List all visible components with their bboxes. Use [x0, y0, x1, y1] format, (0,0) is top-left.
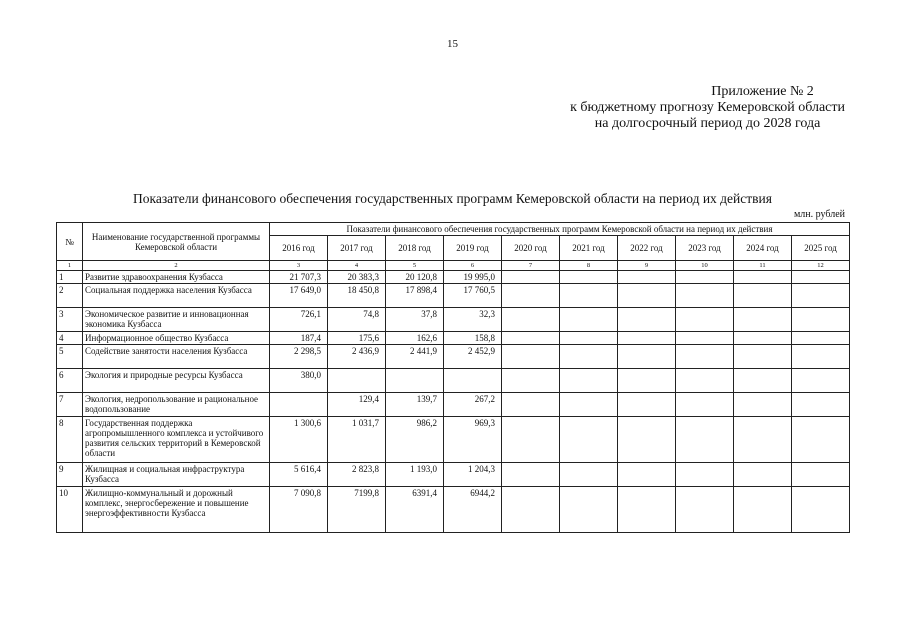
value-2017: 129,4: [328, 393, 386, 417]
column-header-year: 2016 год: [270, 236, 328, 261]
table-row: [57, 417, 850, 463]
column-index: 11: [734, 261, 792, 271]
value-2017: 2 823,8: [328, 463, 386, 487]
value-2025: [792, 284, 850, 308]
page-number: 15: [447, 38, 458, 50]
value-2018: 2 441,9: [386, 345, 444, 369]
value-2020: [502, 417, 560, 463]
value-2019: 32,3: [444, 308, 502, 332]
value-2025: [792, 487, 850, 533]
value-2019: [444, 369, 502, 393]
column-index: 10: [676, 261, 734, 271]
row-number: 4: [57, 332, 83, 345]
value-2016: 187,4: [270, 332, 328, 345]
appendix-title: Приложение № 2: [711, 84, 814, 99]
value-2025: [792, 369, 850, 393]
value-2019: 17 760,5: [444, 284, 502, 308]
value-2019: 19 995,0: [444, 271, 502, 284]
value-2024: [734, 332, 792, 345]
value-2017: 7199,8: [328, 487, 386, 533]
value-2018: 20 120,8: [386, 271, 444, 284]
appendix-line-3: на долгосрочный период до 2028 года: [594, 116, 821, 131]
value-2017: 1 031,7: [328, 417, 386, 463]
financing-table: [56, 222, 850, 533]
value-2022: [618, 284, 676, 308]
value-2024: [734, 284, 792, 308]
value-2017: [328, 369, 386, 393]
column-header-year: 2025 год: [792, 236, 850, 261]
value-2023: [676, 417, 734, 463]
document-title: Показатели финансового обеспечения государственных программ Кемеровской области на период их действия: [133, 191, 772, 206]
value-2021: [560, 463, 618, 487]
column-header-year: 2023 год: [676, 236, 734, 261]
column-index: 2: [83, 261, 270, 271]
table-row: [57, 369, 850, 393]
program-name: Информационное общество Кузбасса: [83, 332, 270, 345]
value-2022: [618, 345, 676, 369]
column-header-year: 2019 год: [444, 236, 502, 261]
value-2021: [560, 284, 618, 308]
value-2023: [676, 487, 734, 533]
value-2021: [560, 345, 618, 369]
column-index: 7: [502, 261, 560, 271]
row-number: 8: [57, 417, 83, 463]
value-2022: [618, 417, 676, 463]
appendix-line-2: к бюджетному прогнозу Кемеровской области: [570, 100, 845, 115]
value-2020: [502, 345, 560, 369]
value-2025: [792, 345, 850, 369]
value-2020: [502, 332, 560, 345]
row-number: 6: [57, 369, 83, 393]
value-2021: [560, 417, 618, 463]
table-row: [57, 308, 850, 332]
row-number: 1: [57, 271, 83, 284]
value-2022: [618, 487, 676, 533]
value-2024: [734, 369, 792, 393]
value-2025: [792, 308, 850, 332]
value-2017: 20 383,3: [328, 271, 386, 284]
value-2020: [502, 271, 560, 284]
program-name: Экология и природные ресурсы Кузбасса: [83, 369, 270, 393]
value-2024: [734, 271, 792, 284]
value-2025: [792, 417, 850, 463]
value-2018: 986,2: [386, 417, 444, 463]
value-2018: [386, 369, 444, 393]
value-2022: [618, 308, 676, 332]
program-name: Государственная поддержка агропромышленного комплекса и устойчивого развития сельских территорий в Кемеровской области: [83, 417, 270, 463]
program-name: Социальная поддержка населения Кузбасса: [83, 284, 270, 308]
value-2020: [502, 463, 560, 487]
value-2016: 726,1: [270, 308, 328, 332]
table-row: [57, 332, 850, 345]
value-2016: 21 707,3: [270, 271, 328, 284]
units-label: млн. рублей: [793, 209, 845, 220]
value-2023: [676, 463, 734, 487]
value-2020: [502, 369, 560, 393]
value-2024: [734, 345, 792, 369]
table-row: [57, 345, 850, 369]
column-index: 1: [57, 261, 83, 271]
value-2019: 1 204,3: [444, 463, 502, 487]
table-row: [57, 271, 850, 284]
table-row: [57, 284, 850, 308]
value-2025: [792, 393, 850, 417]
row-number: 7: [57, 393, 83, 417]
table-row: [57, 463, 850, 487]
value-2016: 2 298,5: [270, 345, 328, 369]
column-header-year: 2018 год: [386, 236, 444, 261]
row-number: 5: [57, 345, 83, 369]
value-2021: [560, 271, 618, 284]
value-2023: [676, 369, 734, 393]
column-header-year: 2022 год: [618, 236, 676, 261]
column-index: 5: [386, 261, 444, 271]
row-number: 3: [57, 308, 83, 332]
value-2018: 6391,4: [386, 487, 444, 533]
value-2018: 37,8: [386, 308, 444, 332]
column-index: 8: [560, 261, 618, 271]
column-group-header: Показатели финансового обеспечения государственных программ Кемеровской области на период их действия: [270, 223, 850, 236]
value-2025: [792, 332, 850, 345]
value-2023: [676, 284, 734, 308]
value-2019: 969,3: [444, 417, 502, 463]
appendix-block: [570, 84, 845, 132]
column-header-number: №: [57, 223, 83, 261]
value-2021: [560, 487, 618, 533]
value-2019: 2 452,9: [444, 345, 502, 369]
value-2017: 175,6: [328, 332, 386, 345]
row-number: 9: [57, 463, 83, 487]
column-index: 4: [328, 261, 386, 271]
value-2021: [560, 308, 618, 332]
value-2022: [618, 369, 676, 393]
program-name: Экология, недропользование и рациональное водопользование: [83, 393, 270, 417]
value-2017: 2 436,9: [328, 345, 386, 369]
value-2019: 158,8: [444, 332, 502, 345]
value-2016: 380,0: [270, 369, 328, 393]
value-2020: [502, 284, 560, 308]
row-number: 10: [57, 487, 83, 533]
value-2017: 18 450,8: [328, 284, 386, 308]
value-2021: [560, 369, 618, 393]
value-2022: [618, 271, 676, 284]
value-2021: [560, 332, 618, 345]
program-name: Содействие занятости населения Кузбасса: [83, 345, 270, 369]
column-index: 6: [444, 261, 502, 271]
value-2020: [502, 487, 560, 533]
value-2023: [676, 332, 734, 345]
row-number: 2: [57, 284, 83, 308]
value-2024: [734, 463, 792, 487]
value-2022: [618, 332, 676, 345]
column-index: 9: [618, 261, 676, 271]
column-index: 3: [270, 261, 328, 271]
value-2022: [618, 463, 676, 487]
value-2018: 1 193,0: [386, 463, 444, 487]
table-row: [57, 487, 850, 533]
value-2021: [560, 393, 618, 417]
value-2016: 5 616,4: [270, 463, 328, 487]
value-2018: 17 898,4: [386, 284, 444, 308]
value-2023: [676, 345, 734, 369]
program-name: Развитие здравоохранения Кузбасса: [83, 271, 270, 284]
table-row: [57, 393, 850, 417]
value-2025: [792, 271, 850, 284]
program-name: Экономическое развитие и инновационная экономика Кузбасса: [83, 308, 270, 332]
value-2024: [734, 393, 792, 417]
column-index: 12: [792, 261, 850, 271]
value-2024: [734, 487, 792, 533]
value-2023: [676, 308, 734, 332]
value-2018: 162,6: [386, 332, 444, 345]
value-2016: 7 090,8: [270, 487, 328, 533]
program-name: Жилищная и социальная инфраструктура Кузбасса: [83, 463, 270, 487]
value-2020: [502, 393, 560, 417]
value-2022: [618, 393, 676, 417]
value-2025: [792, 463, 850, 487]
value-2023: [676, 271, 734, 284]
value-2016: 1 300,6: [270, 417, 328, 463]
value-2016: [270, 393, 328, 417]
value-2023: [676, 393, 734, 417]
value-2019: 267,2: [444, 393, 502, 417]
column-index-row: [57, 261, 850, 271]
column-header-year: 2024 год: [734, 236, 792, 261]
column-header-year: 2017 год: [328, 236, 386, 261]
value-2017: 74,8: [328, 308, 386, 332]
value-2019: 6944,2: [444, 487, 502, 533]
value-2018: 139,7: [386, 393, 444, 417]
value-2024: [734, 417, 792, 463]
column-header-year: 2021 год: [560, 236, 618, 261]
column-header-year: 2020 год: [502, 236, 560, 261]
value-2020: [502, 308, 560, 332]
value-2024: [734, 308, 792, 332]
program-name: Жилищно-коммунальный и дорожный комплекс, энергосбережение и повышение энергоэффективности Кузбасса: [83, 487, 270, 533]
column-header-program-name: Наименование государственной программы Кемеровской области: [83, 223, 270, 261]
value-2016: 17 649,0: [270, 284, 328, 308]
